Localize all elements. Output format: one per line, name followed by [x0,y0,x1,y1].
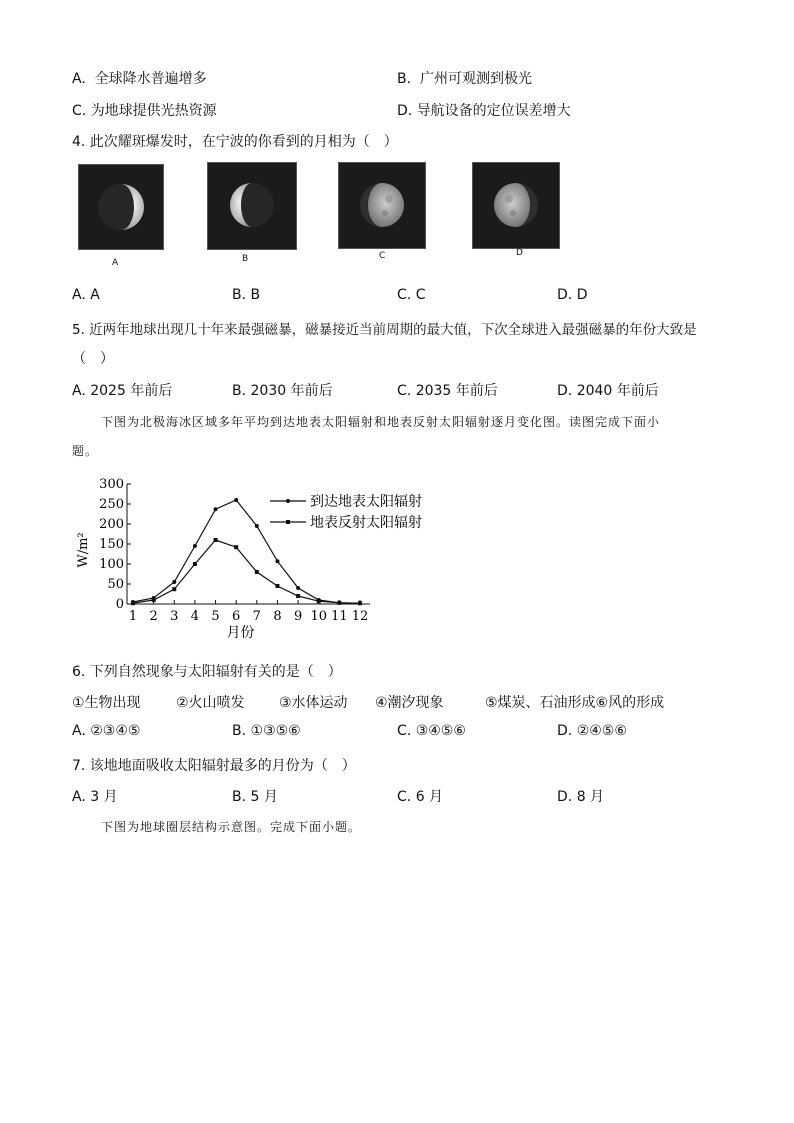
q6-item-5: ⑤煤炭、石油形成⑥风的形成 [485,695,665,711]
data-point [193,562,197,566]
option-q5-b: B. 2030 年前后 [232,383,333,399]
x-tick-label: 8 [273,609,282,624]
next-figure-intro: 下图为地球圈层结构示意图。完成下面小题。 [101,820,362,834]
option-q5-a: A. 2025 年前后 [72,383,173,399]
moon-label-a: A [112,258,119,268]
x-tick-label: 3 [170,609,179,624]
data-point [214,538,218,542]
data-point [317,599,321,603]
option-q7-a: A. 3 月 [72,789,118,805]
x-tick-label: 2 [149,609,158,624]
data-point [131,601,135,605]
moon-image-a [78,164,164,250]
question-5-stem-cont: （ ） [72,351,114,367]
moon-label-d: D [516,248,523,258]
moon-label-b: B [242,254,249,264]
moon-gibbous-icon [339,163,425,248]
moon-image-d [472,162,560,249]
data-point [358,601,362,605]
y-axis-label: W/m² [76,532,91,568]
data-point [255,570,259,574]
data-point [337,601,341,605]
moon-gibbous-icon [473,163,559,248]
option-q6-d: D. ②④⑤⑥ [557,723,627,739]
option-q4-c: C. C [397,287,426,303]
chart-intro-text: 下图为北极海冰区域多年平均到达地表太阳辐射和地表反射太阳辐射逐月变化图。读图完成下面小 [101,415,661,429]
moon-image-b [207,162,297,250]
y-tick-label: 0 [115,597,124,612]
data-point [275,584,279,588]
x-tick-label: 6 [232,609,241,624]
option-q7-c: C. 6 月 [397,789,444,805]
data-point [234,545,238,549]
option-q5-d: D. 2040 年前后 [557,383,659,399]
data-point [193,544,197,548]
x-tick-label: 11 [331,609,348,624]
x-tick-label: 5 [211,609,220,624]
legend-label-2: 地表反射太阳辐射 [310,515,422,531]
option-q6-a: A. ②③④⑤ [72,723,141,739]
radiation-line-chart [70,472,470,647]
question-5-stem: 5. 近两年地球出现几十年来最强磁暴，磁暴接近当前周期的最大值，下次全球进入最强磁暴的年份大致是 [72,322,697,338]
option-q6-c: C. ③④⑤⑥ [397,723,466,739]
data-point [172,587,176,591]
option-q3-d: D. 导航设备的定位误差增大 [397,103,571,119]
data-point [275,559,279,563]
chart-intro-text-cont: 题。 [72,444,99,458]
data-point [296,586,300,590]
data-point [214,507,218,511]
series-line-2 [133,540,360,603]
data-point [152,598,156,602]
q6-item-1: ①生物出现 [72,695,141,711]
x-axis-label: 月份 [226,625,255,641]
x-tick-label: 7 [252,609,261,624]
y-tick-label: 150 [99,537,124,552]
question-7-stem: 7. 该地地面吸收太阳辐射最多的月份为（ ） [72,758,356,774]
x-tick-label: 12 [351,609,369,624]
x-tick-label: 9 [293,609,303,624]
y-tick-label: 200 [99,517,124,532]
data-point [255,524,259,528]
option-q3-b: B. 广州可观测到极光 [397,71,532,87]
y-tick-label: 50 [107,577,124,592]
moon-crescent-icon [79,165,163,249]
x-tick-label: 4 [190,609,200,624]
question-4-stem: 4. 此次耀斑爆发时，在宁波的你看到的月相为（ ） [72,134,398,150]
y-tick-label: 250 [99,497,124,512]
option-q7-d: D. 8 月 [557,789,605,805]
option-q5-c: C. 2035 年前后 [397,383,498,399]
q6-item-2: ②火山喷发 [176,695,245,711]
data-point [172,580,176,584]
q6-item-4: ④潮汐现象 [375,695,444,711]
x-tick-label: 1 [128,609,138,624]
data-point [296,594,300,598]
option-q4-b: B. B [232,287,261,303]
option-q6-b: B. ①③⑤⑥ [232,723,301,739]
option-q4-d: D. D [557,287,588,303]
q6-item-3: ③水体运动 [279,695,348,711]
x-tick-label: 10 [310,609,328,624]
option-q3-c: C. 为地球提供光热资源 [72,103,217,119]
option-q3-a: A. 全球降水普遍增多 [72,71,207,87]
moon-image-c [338,162,426,249]
legend-marker [286,520,290,524]
data-point [234,498,238,502]
y-tick-label: 100 [99,557,124,572]
question-6-stem: 6. 下列自然现象与太阳辐射有关的是（ ） [72,664,342,680]
moon-label-c: C [379,251,386,261]
moon-crescent-icon [208,163,296,249]
y-tick-label: 300 [99,477,124,492]
option-q7-b: B. 5 月 [232,789,278,805]
option-q4-a: A. A [72,287,100,303]
legend-marker [286,499,290,503]
legend-label-1: 到达地表太阳辐射 [310,494,422,510]
